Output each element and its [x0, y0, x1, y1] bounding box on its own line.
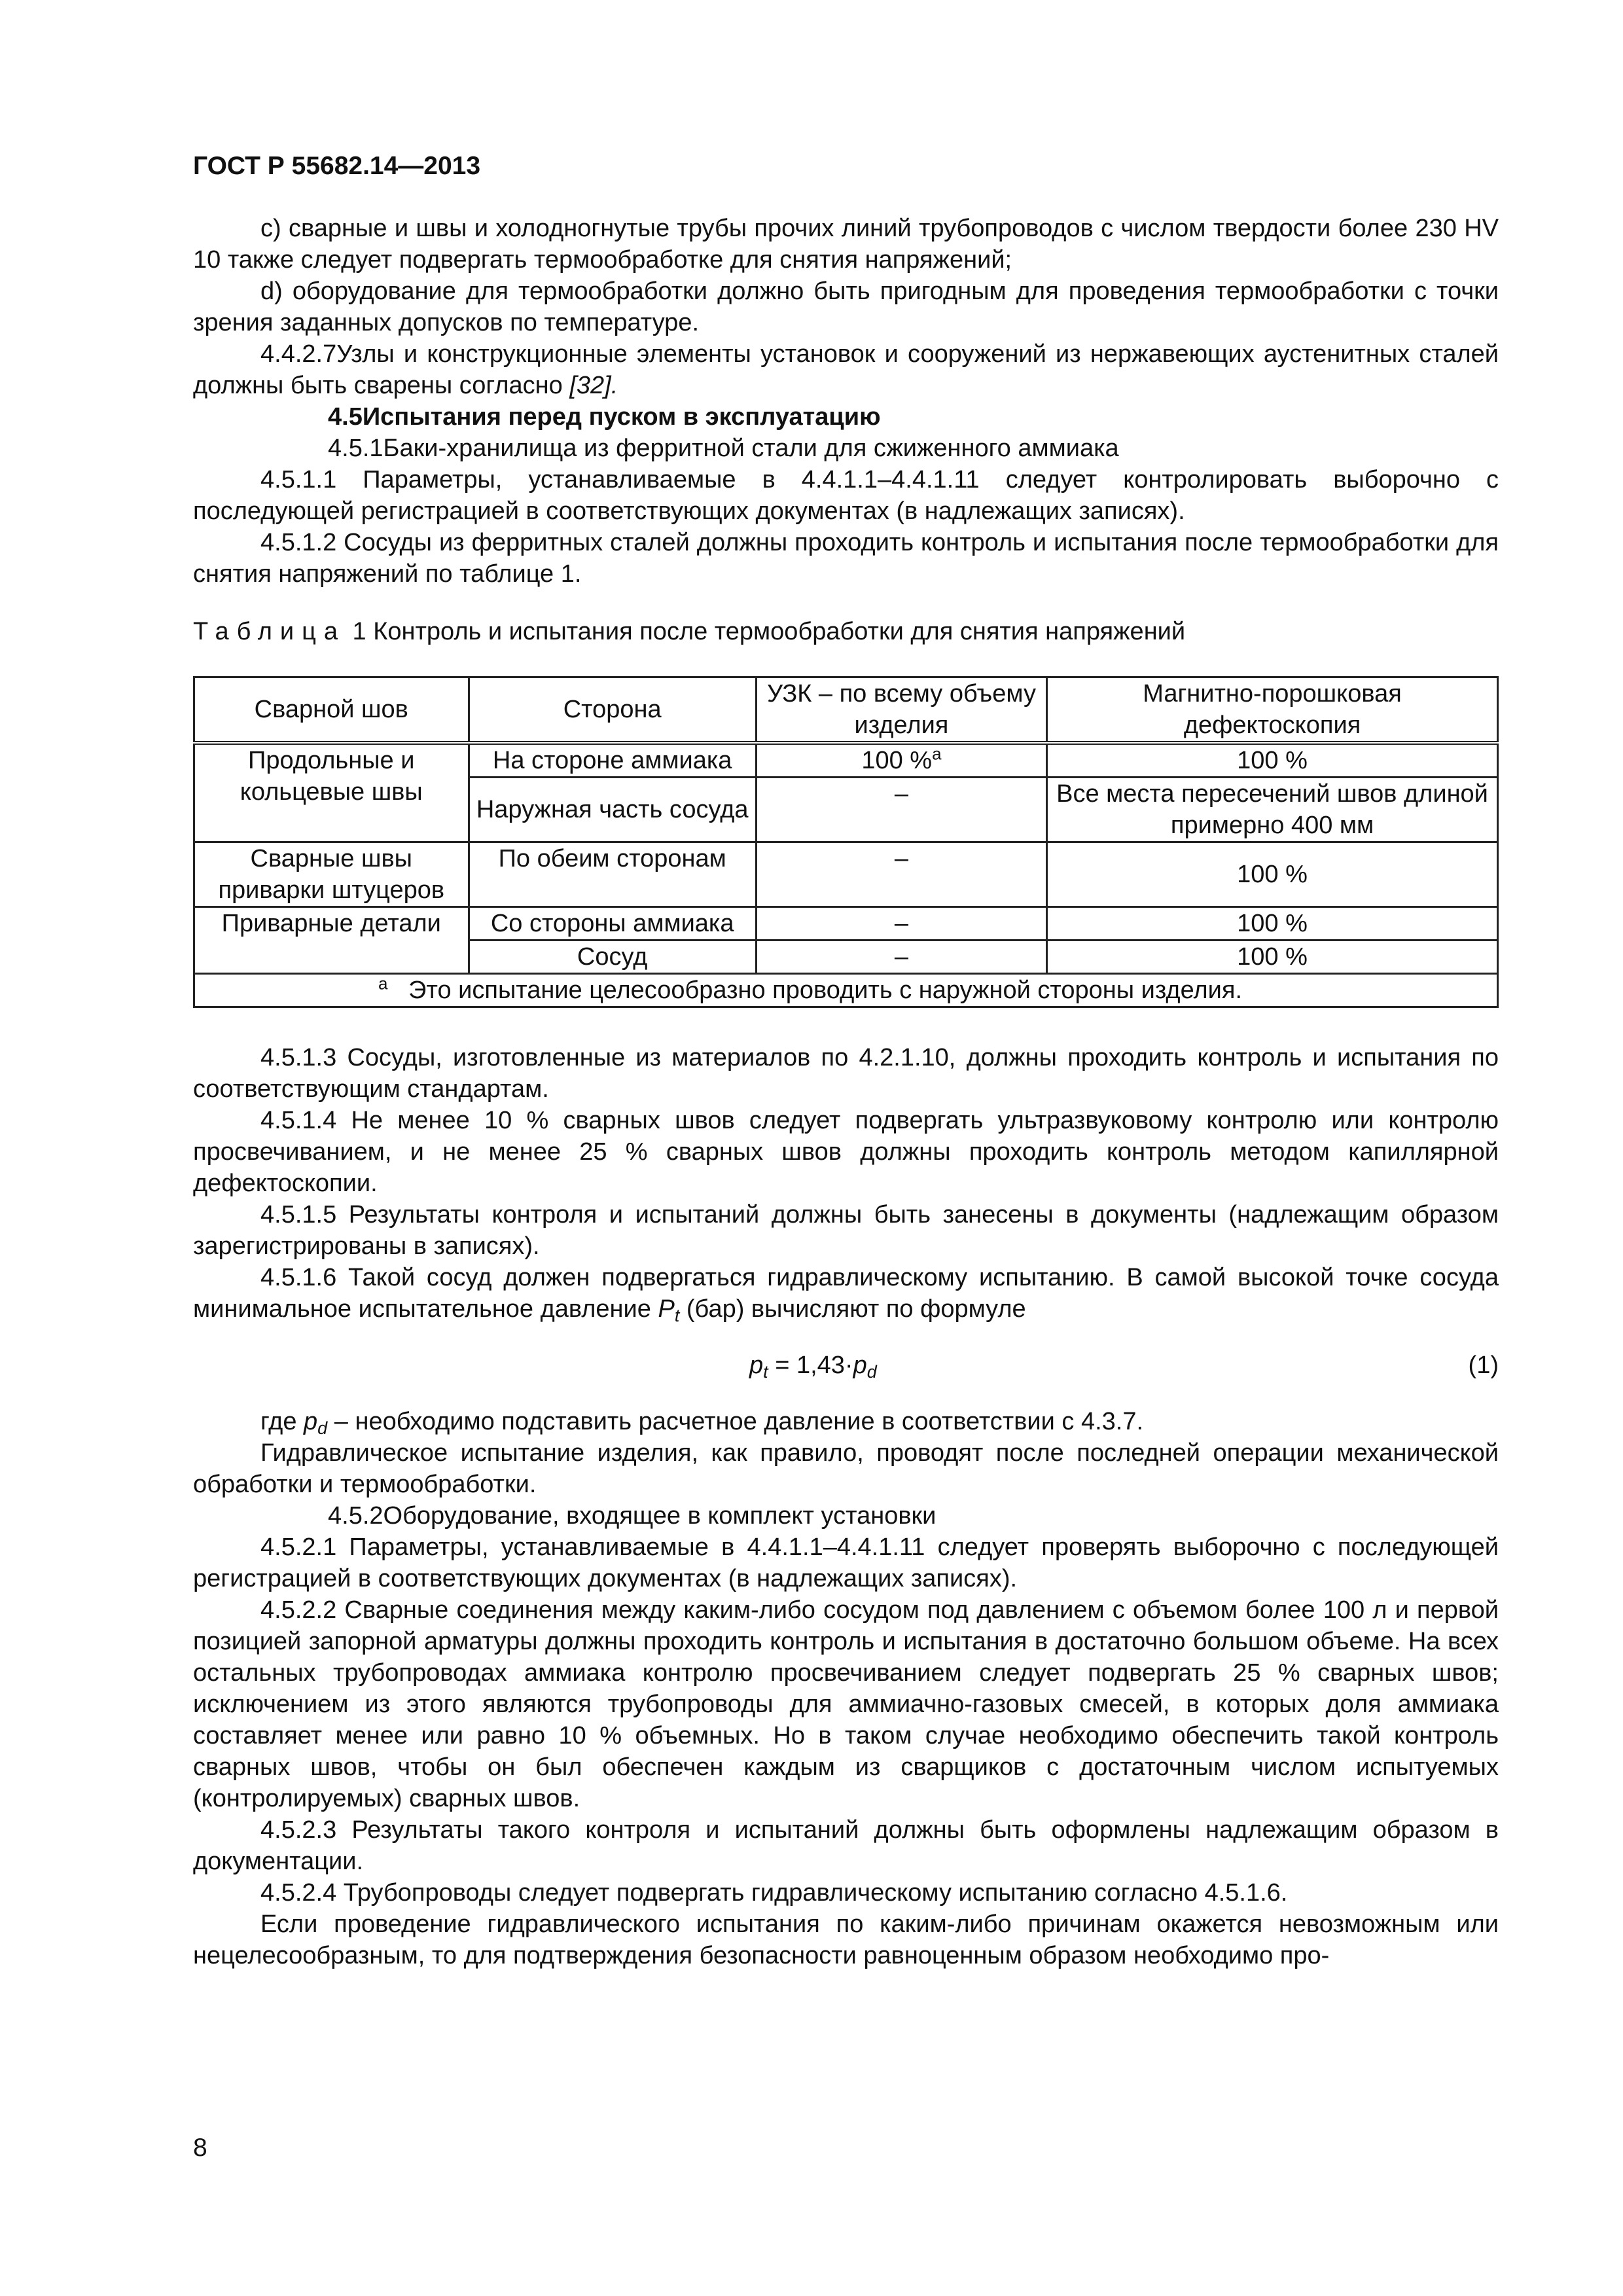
where-variable: p: [304, 1408, 318, 1435]
cell-side: Со стороны аммиака: [469, 907, 756, 941]
cell-uzk: –: [756, 778, 1046, 842]
cell-mpd: 100 %: [1047, 941, 1498, 974]
header-side: Сторона: [469, 677, 756, 744]
footnote-text: Это испытание целесообразно проводить с наружной стороны изделия.: [408, 977, 1243, 1004]
cell-side: На стороне аммиака: [469, 743, 756, 778]
paragraph-4-4-2-7: [193, 338, 1499, 401]
where-text: – необходимо подставить расчетное давление в соответствии с 4.3.7.: [327, 1408, 1144, 1435]
footnote-marker: a: [378, 973, 388, 994]
formula-operator: = 1,43·: [768, 1352, 853, 1379]
table-row: [194, 842, 1498, 907]
formula-lhs: p: [749, 1352, 764, 1379]
inspection-table: [193, 676, 1499, 1008]
paragraph-4-5-1-4: 4.5.1.4 Не менее 10 % сварных швов следует подвергать ультразвуковому контролю или контролю просвечиванием, и не менее 25 % сварных швов должны проходить контроль методом капиллярной дефектоскопии.: [193, 1107, 1499, 1197]
subsection-number: 4.5.1: [328, 435, 383, 462]
paragraph-4-5-2-1: 4.5.2.1 Параметры, устанавливаемые в 4.4.1.1–4.4.1.11 следует проверять выборочно с последующей регистрацией в соответствующих документах (в надлежащих записях).: [193, 1534, 1499, 1592]
where-explanation: [193, 1406, 1499, 1437]
header-uzk: УЗК – по всему объему изделия: [756, 677, 1046, 744]
subscript-t: t: [674, 1306, 680, 1325]
where-subscript: d: [317, 1418, 328, 1438]
paragraph-4-5-2-3: 4.5.2.3 Результаты такого контроля и испытаний должны быть оформлены надлежащим образом в документации.: [193, 1816, 1499, 1875]
variable-p: P: [658, 1295, 675, 1323]
table-caption: [193, 616, 1499, 647]
page-number: 8: [193, 2134, 207, 2162]
cell-side: По обеим сторонам: [469, 842, 756, 907]
section-number: 4.5: [328, 403, 363, 431]
paragraph-4-5-1-2: 4.5.1.2 Сосуды из ферритных сталей должны проходить контроль и испытания после термообработки для снятия напряжений по таблице 1.: [193, 529, 1499, 588]
paragraph-d: d) оборудование для термообработки должно быть пригодным для проведения термообработки с точки зрения заданных допусков по температуре.: [193, 278, 1499, 336]
cell-uzk-value: 100 %: [861, 747, 933, 774]
where-word: где: [260, 1408, 304, 1435]
section-title: Испытания перед пуском в эксплуатацию: [362, 403, 881, 431]
paragraph-hydro: Гидравлическое испытание изделия, как правило, проводят после последней операции механической обработки и термообработки.: [193, 1439, 1499, 1498]
paragraph-last: Если проведение гидравлического испытания по каким-либо причинам окажется невозможным или нецелесообразным, то для подтверждения безопасности равноценным образом необходимо про-: [193, 1910, 1499, 1969]
subsection-title: Оборудование, входящее в комплект установки: [383, 1502, 936, 1530]
cell-mpd: Все места пересечений швов длиной примерно 400 мм: [1047, 778, 1498, 842]
cell-uzk: –: [756, 842, 1046, 907]
document-code-header: ГОСТ Р 55682.14—2013: [193, 152, 481, 180]
paragraph-c: c) сварные и швы и холодногнутые трубы прочих линий трубопроводов с числом твердости более 230 HV 10 также следует подвергать термообработке для снятия напряжений;: [193, 215, 1499, 274]
table-footnote: [194, 974, 1498, 1007]
cell-weld: Сварные швы приварки штуцеров: [194, 842, 469, 907]
cell-mpd: 100 %: [1047, 743, 1498, 778]
page-body: [193, 213, 1499, 1971]
cell-side: Наружная часть сосуда: [469, 778, 756, 842]
formula-rhs: p: [853, 1352, 867, 1379]
formula-number: (1): [1468, 1352, 1499, 1379]
cell-uzk: –: [756, 907, 1046, 941]
section-heading-4-5: [193, 401, 1499, 433]
cell-weld: Приварные детали: [194, 907, 469, 974]
paragraph-4-5-1-3: 4.5.1.3 Сосуды, изготовленные из материалов по 4.2.1.10, должны проходить контроль и испытания по соответствующим стандартам.: [193, 1044, 1499, 1103]
table-caption-text: 1 Контроль и испытания после термообработки для снятия напряжений: [346, 618, 1186, 645]
cell-uzk: –: [756, 941, 1046, 974]
header-weld: Сварной шов: [194, 677, 469, 744]
paragraph-4-5-2-2: 4.5.2.2 Сварные соединения между каким-либо сосудом под давлением с объемом более 100 л и первой позицией запорной арматуры должны проходить контроль и испытания в достаточно большом объеме. На всех остальных трубопроводах аммиака контролю просвечиванием следует подвергать 25 % сварных швов; исключением из этого являются трубопроводы для аммиачно-газовых смесей, в которых доля аммиака составляет менее или равно 10 % объемных. Но в таком случае необходимо обеспечить такой контроль сварных швов, чтобы он был обеспечен каждым из сварщиков с достаточным числом испытуемых (контролируемых) сварных швов.: [193, 1596, 1499, 1812]
cell-uzk: [756, 743, 1046, 778]
paragraph-4-5-1-6-part-a: 4.5.1.6 Такой сосуд должен подвергаться гидравлическому испытанию. В самой высокой точке сосуда минимальное испытательное давление: [193, 1264, 1499, 1323]
table-row: [194, 743, 1498, 778]
cell-mpd: 100 %: [1047, 842, 1498, 907]
cell-mpd: 100 %: [1047, 907, 1498, 941]
formula-rhs-sub: d: [866, 1362, 877, 1382]
subsection-number: 4.5.2: [328, 1502, 383, 1530]
table-row: [194, 907, 1498, 941]
subsection-title: Баки-хранилища из ферритной стали для сжиженного аммиака: [383, 435, 1119, 462]
table-footnote-row: [194, 974, 1498, 1007]
paragraph-4-5-1-5: 4.5.1.5 Результаты контроля и испытаний должны быть занесены в документы (надлежащим образом зарегистрированы в записях).: [193, 1201, 1499, 1260]
paragraph-4-5-2-4: 4.5.2.4 Трубопроводы следует подвергать гидравлическому испытанию согласно 4.5.1.6.: [260, 1879, 1288, 1907]
footnote-marker: a: [932, 744, 942, 764]
header-mpd: Магнитно-порошковая дефектоскопия: [1047, 677, 1498, 744]
formula-lhs-sub: t: [763, 1362, 768, 1382]
paragraph-4-5-1-6-part-b: (бар) вычисляют по формуле: [679, 1295, 1026, 1323]
cell-weld: Продольные и кольцевые швы: [194, 743, 469, 842]
table-header-row: [194, 677, 1498, 744]
subsection-heading-4-5-2: [193, 1500, 1499, 1532]
paragraph-4-4-2-7-text: 4.4.2.7Узлы и конструкционные элементы установок и сооружений из нержавеющих аустенитных сталей должны быть сварены согласно: [193, 340, 1499, 399]
formula: [749, 1350, 877, 1381]
formula-line: [193, 1350, 1499, 1381]
cell-side: Сосуд: [469, 941, 756, 974]
table-caption-word: Таблица: [193, 618, 346, 645]
paragraph-4-5-1-1: 4.5.1.1 Параметры, устанавливаемые в 4.4.1.1–4.4.1.11 следует контролировать выборочно с последующей регистрацией в соответствующих документах (в надлежащих записях).: [193, 466, 1499, 525]
paragraph-4-5-1-6: [193, 1262, 1499, 1325]
reference-32: [32].: [569, 372, 618, 399]
subsection-heading-4-5-1: [193, 433, 1499, 464]
